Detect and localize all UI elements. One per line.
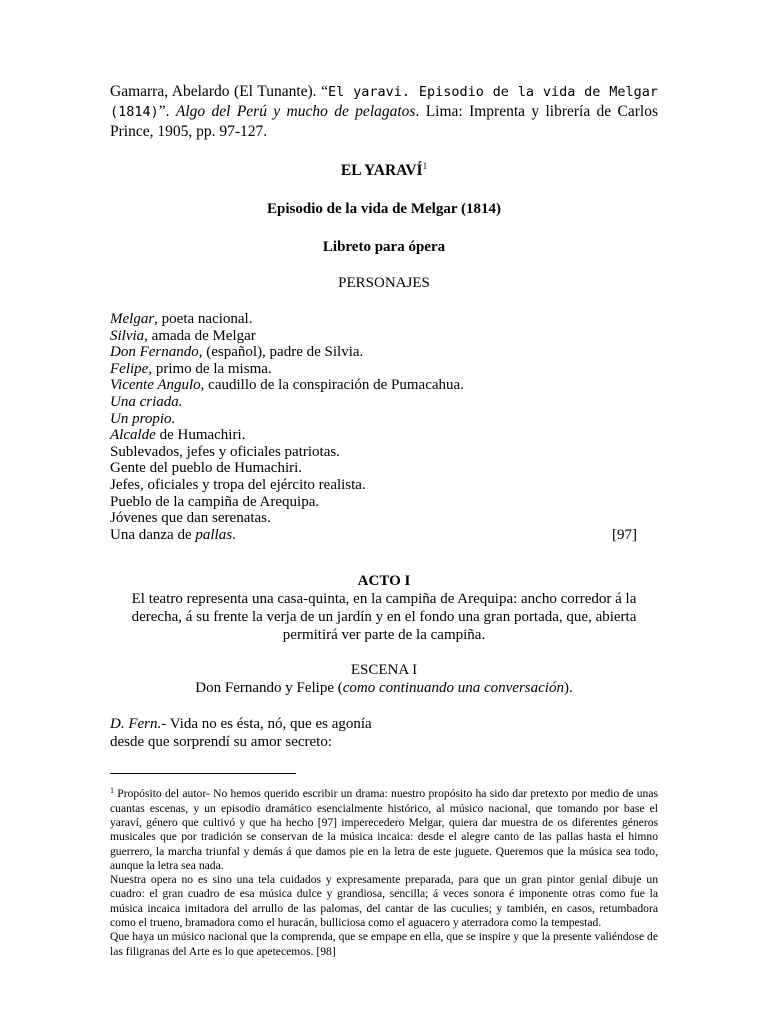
cast-item: Silvia, amada de Melgar [110, 327, 256, 344]
play-subtitle: Episodio de la vida de Melgar (1814) [267, 201, 501, 217]
play-title: EL YARAVÍ$^1$ [340, 161, 428, 179]
citation-publisher: . Lima: Imprenta y librería de Carlos Prince, 1905, pp. 97-127. [110, 103, 659, 140]
cast-item: Pueblo de la campiña de Arequipa. [110, 493, 320, 510]
citation-author: Gamarra, Abelardo (El Tunante). “ [110, 83, 329, 100]
citation-close: ”. [158, 103, 170, 120]
cast-item: Gente del pueblo de Humachiri. [110, 460, 303, 477]
citation-article-title: El yaravi. Episodio de la vida de Melgar (1814) [110, 84, 659, 120]
cast-item: Una criada. [110, 393, 183, 410]
cast-list [110, 311, 658, 543]
cast-item: Felipe, primo de la misma. [110, 360, 272, 377]
title-footnote-marker: 1 [422, 161, 428, 171]
dialogue: D. Fern.- Vida no es ésta, nó, que es agonía desde que sorprendí su amor secreto: [110, 716, 372, 751]
footnotes [110, 784, 658, 959]
cast-item: Jefes, oficiales y tropa del ejército realista. [110, 476, 366, 493]
page-number: [97] [612, 526, 637, 543]
footnote-paragraph: Que haya un músico nacional que la comprenda, que se empape en ella, que se inspire y que la presente valiéndose de las filigranas del Arte es lo que apetecemos. [98] [110, 930, 658, 958]
cast-item: Un propio. [110, 410, 176, 427]
cast-item: Jóvenes que dan serenatas. [110, 510, 271, 527]
cast-item-last: Una danza de pallas. [97] [110, 526, 637, 543]
personajes-heading: PERSONAJES [338, 275, 430, 291]
scene-heading: ESCENA I Don Fernando y Felipe (como continuando una conversación). [110, 661, 658, 697]
cast-item: Vicente Angulo, caudillo de la conspiración de Pumacahua. [110, 377, 464, 394]
libretto-label: Libreto para ópera [322, 239, 446, 255]
citation [110, 82, 658, 141]
cast-item: Alcalde de Humachiri. [110, 427, 246, 444]
stage-direction: El teatro representa una casa-quinta, en la campiña de Arequipa: ancho corredor á la derecha, á su frente la verja de un jardín y en el fondo una gran portada, que, abierta permitirá ver parte de la campiña. [131, 591, 637, 644]
footnote-paragraph: Nuestra opera no es sino una tela cuidados y expresamente preparada, para que un gran pintor genial dibuje un cuadro: el gran cuadro de esa música dulce y grandiosa, sencilla; á veces sonora é imponente otras como fue la música incaica imitadora del arrullo de las palomas, del cantar de las cuculies; y también, en casos, retumbadora como el trueno, bramadora como el huracán, bulliciosa como el aguacero y aterradora como la tempestad. [110, 873, 658, 929]
footnote-marker: 1 [110, 786, 114, 796]
cast-item: Don Fernando, (español), padre de Silvia. [110, 344, 364, 361]
scene-characters: Don Fernando y Felipe (como continuando una conversación). [195, 680, 573, 697]
act-heading: ACTO I [357, 573, 411, 590]
cast-item: Melgar, poeta nacional. [110, 311, 253, 327]
citation-book-title: Algo del Perú y mucho de pelagatos [175, 103, 416, 120]
footnote-divider [110, 773, 296, 774]
document-page [110, 82, 658, 959]
cast-item: Sublevados, jefes y oficiales patriotas. [110, 443, 340, 460]
footnote-paragraph: $^1$ Propósito del autor- No hemos querido escribir un drama: nuestro propósito ha sido dar pretexto por medio de unas cuantas escenas, y un episodio dramático esencialmente histórico, al músico nacional, que tomando por base el yaraví, género que cultivó y que ha hecho [97] imperecedero Melgar, quiera dar muestra de os diferentes géneros musicales que por tradición se conservan de la música incaica: desde el alegre canto de las pallas hasta el himno guerrero, la marcha triunfal y demás á que damos pie en la letra de este juguete. Queremos que la música sea todo, aunque la letra sea nada. [110, 786, 658, 872]
speaker-name: D. Fern. [110, 716, 162, 733]
